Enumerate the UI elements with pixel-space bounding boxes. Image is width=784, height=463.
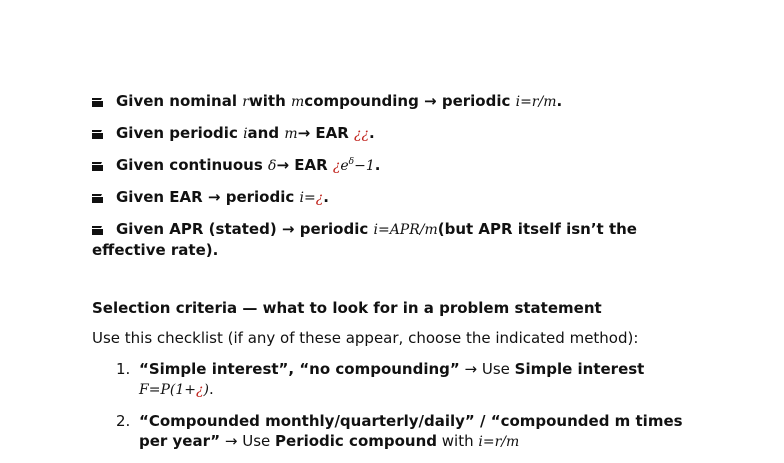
list-item bbox=[92, 219, 682, 260]
item-quote: “Simple interest”, “no compounding” bbox=[139, 360, 460, 378]
bullet-text-pre: Given nominal bbox=[116, 92, 243, 110]
item-number: 1. bbox=[116, 360, 131, 378]
formula-ear-part-c: −1 bbox=[354, 158, 375, 174]
item-quote: “Compounded monthly/quarterly/daily” / “compounded m times per year” bbox=[139, 412, 683, 450]
section-intro: Use this checklist (if any of these appear, choose the indicated method): bbox=[92, 329, 639, 347]
formula-ear-exponent: δ bbox=[348, 157, 355, 167]
bullet-text-pre: Given periodic bbox=[116, 124, 244, 142]
list-item bbox=[92, 155, 682, 176]
formula-periodic-part-b: ¿ bbox=[315, 190, 324, 206]
math-m: m bbox=[284, 126, 298, 142]
formula-apr-part-a: i= bbox=[373, 222, 390, 238]
math-m: m bbox=[291, 94, 305, 110]
rate-conversion-list bbox=[92, 91, 682, 271]
bullet-text-post: → EAR bbox=[297, 124, 355, 142]
formula-apr-part-c: /m bbox=[419, 222, 438, 238]
bullet-text-post: (but APR itself isn’t the effective rate). bbox=[92, 220, 637, 259]
math-delta: δ bbox=[268, 158, 277, 174]
item-method: Periodic compound bbox=[275, 432, 438, 450]
selection-criteria-section bbox=[92, 298, 712, 463]
formula-apr-part-b: APR bbox=[389, 222, 420, 238]
formula-periodic-rate: i=r/m bbox=[515, 94, 557, 110]
formula-ear-part-a: ¿ bbox=[332, 158, 341, 174]
clapperboard-icon bbox=[92, 226, 103, 235]
bullet-text-pre: Given APR (stated) → periodic bbox=[116, 220, 374, 238]
list-item bbox=[92, 123, 682, 144]
bullet-text-end: . bbox=[556, 92, 563, 110]
formula-part-a: F=P bbox=[139, 382, 170, 398]
formula-ear: ¿¿ bbox=[354, 126, 370, 142]
math-i: i bbox=[243, 126, 248, 142]
item-number: 2. bbox=[116, 412, 131, 430]
bullet-text-end: . bbox=[369, 124, 375, 142]
formula-end: . bbox=[208, 380, 214, 398]
clapperboard-icon bbox=[92, 98, 103, 107]
list-item bbox=[92, 359, 712, 400]
item-arrow: → Use bbox=[459, 360, 515, 378]
formula-part-b: (1+ bbox=[169, 382, 196, 398]
formula-simple-interest bbox=[139, 379, 712, 400]
bullet-text-post: compounding → periodic bbox=[304, 92, 516, 110]
bullet-text-end: . bbox=[374, 156, 381, 174]
clapperboard-icon bbox=[92, 194, 103, 203]
bullet-text-mid: with bbox=[248, 92, 292, 110]
bullet-text-post: → EAR bbox=[276, 156, 333, 174]
formula-part-d: ) bbox=[203, 382, 209, 398]
section-title: Selection criteria — what to look for in a problem statement bbox=[92, 299, 602, 317]
formula-periodic-part-a: i= bbox=[299, 190, 316, 206]
list-item bbox=[92, 187, 682, 208]
item-arrow: → Use bbox=[220, 432, 276, 450]
math-r: r bbox=[242, 94, 249, 110]
list-item bbox=[92, 411, 712, 452]
bullet-text-pre: Given EAR → periodic bbox=[116, 188, 300, 206]
bullet-text-mid: and bbox=[247, 124, 285, 142]
bullet-text-end: . bbox=[323, 188, 329, 206]
item-method: Simple interest bbox=[514, 360, 645, 378]
clapperboard-icon bbox=[92, 162, 103, 171]
item-tail: with bbox=[437, 432, 479, 450]
formula-part-c: ¿ bbox=[195, 382, 204, 398]
criteria-list bbox=[92, 359, 712, 452]
bullet-text-pre: Given continuous bbox=[116, 156, 268, 174]
list-item bbox=[92, 91, 682, 112]
formula-periodic-compound: i=r/m bbox=[478, 434, 520, 450]
formula-ear-part-b: e bbox=[340, 158, 349, 174]
clapperboard-icon bbox=[92, 130, 103, 139]
